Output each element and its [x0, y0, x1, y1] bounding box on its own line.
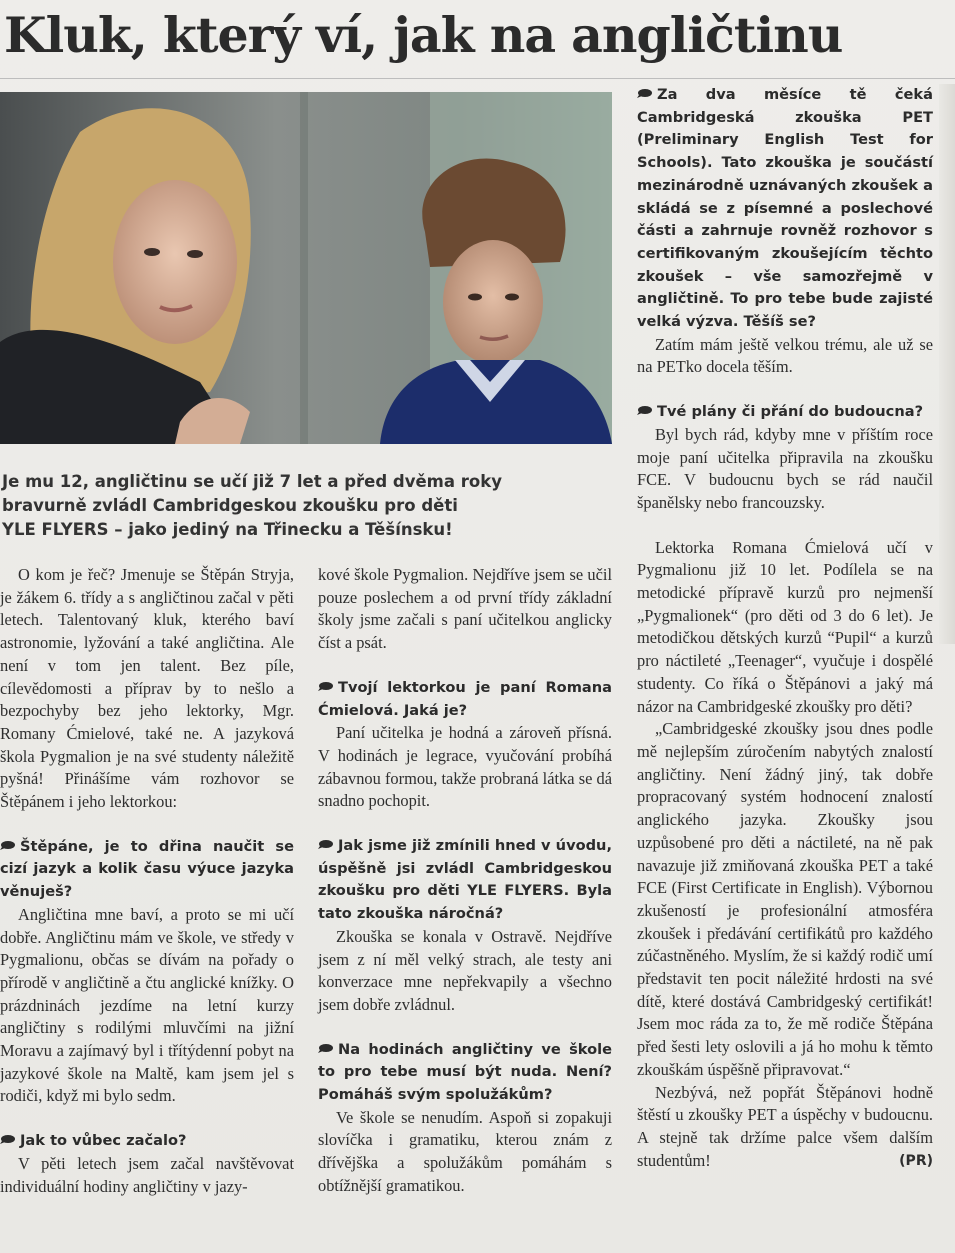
author-signature: (PR)	[899, 1152, 933, 1169]
intro-paragraph: O kom je řeč? Jmenuje se Štěpán Stryja, je žákem 6. třídy a s angličtinou začal v pěti letech. Talentovaný kluk, kterého baví astronomie, lyžování a také angličtina. Ale není v tom jen talent. Bez píle, cílevědomosti a příprav by to nešlo a bezpochyby bez jeho lektorky, Mgr. Romany Ćmielové, také ne. A jazyková škola Pygmalion je na své studenty náležitě pyšná! Přinášíme vám rozhovor se Štěpánem i jeho lektorkou:	[0, 565, 294, 812]
speech-bubble-icon	[318, 1044, 333, 1053]
question-text: Štěpáne, je to dřina naučit se cizí jazyk a kolik času výuce jazyka věnuješ?	[0, 837, 294, 901]
teacher-intro-paragraph: Lektorka Romana Ćmielová učí v Pygmalionu již 10 let. Podílela se na metodické přípravě kurzů pro nejmenší „Pygmalionek“ (pro děti od 3 do 6 let). Je metodičkou dětských kurzů “Pupil“ a kurzů pro náctileté „Teenager“, vyučuje i dospělé studenty. Co říká o Štěpánovi a jaký má názor na Cambridgeské zkoušky pro děti?	[637, 537, 933, 716]
question-text: Za dva měsíce tě čeká Cambridgeská zkouška PET (Preliminary English Test for Schools). Tato zkouška je součástí mezinárodně uznávaných zkoušek a skládá se z písemné a poslechové části a zahrnuje rovněž rozhovor s certifikovaným zkoušejícím těchto zkoušek – vše samozřejmě v angličtině. To pro tebe bude zajisté velká výzva. Těšíš se?	[637, 86, 933, 331]
question-3	[318, 677, 612, 722]
question-text: Tvé plány či přání do budoucna?	[657, 403, 924, 421]
speech-bubble-icon	[637, 89, 652, 98]
lead-line: Je mu 12, angličtinu se učí již 7 let a před dvěma roky	[2, 472, 502, 491]
lead-line: bravurně zvládl Cambridgeskou zkoušku pro děti	[2, 496, 458, 515]
article-photo	[0, 92, 612, 444]
answer-1: Angličtina mne baví, a proto se mi učí dobře. Angličtinu mám ve škole, ve středy v Pygmalionu, občas se dívám na pořady o přírodě v angličtině a čtu anglické knížky. O prázdninách jezdíme na letní kurzy angličtiny s rodilými mluvčími na jižní Moravu a zajímavý byl i třítýdenní pobyt na jazykové škole na Maltě, kam jsem jel s rodiči, když mi bylo sedm.	[0, 904, 294, 1106]
question-5	[318, 1039, 612, 1107]
speech-bubble-icon	[318, 682, 333, 691]
question-text: Jak to vůbec začalo?	[20, 1132, 187, 1150]
question-7	[637, 401, 933, 424]
answer-7: Byl bych rád, kdyby mne v příštím roce moje paní učitelka připravila na zkoušku FCE. V budoucnu bych se rád naučil španělsky nebo francouzsky.	[637, 424, 933, 512]
answer-2: V pěti letech jsem začal navštěvovat individuální hodiny angličtiny v jazy-	[0, 1153, 294, 1196]
speech-bubble-icon	[0, 1135, 15, 1144]
teacher-quote-paragraph: „Cambridgeské zkoušky jsou dnes podle mě nejlepším zúročením nabytých znalostí angličtiny. Není žádný jiný, tak dobře propracovaný systém hodnocení znalostí anglického jazyka. Zkoušky jsou uzpůsobené pro děti a náctileté, na ně pak navazuje již zmiňovaná zkouška PET a také FCE (First Certificate in English). Výbornou zkušeností je profesionální atmosféra zkoušek i předávání certifikátů pro každého zúčastněného. Myslím, že si každý rodič umí představit ten pocit náležité hrdosti na své dítě, které dostává Cambridgeský certifikát! Jsem moc ráda za to, že mě rodiče Štěpána před šesti lety oslovili a já ho mohu k těmto zkouškám úspěšně připravovat.“	[637, 719, 933, 1079]
article-lead	[2, 470, 602, 542]
answer-6: Zatím mám ještě velkou trému, ale už se na PETko docela těším.	[637, 334, 933, 377]
speech-bubble-icon	[318, 840, 333, 849]
question-4	[318, 835, 612, 926]
question-text: Na hodinách angličtiny ve škole to pro tebe musí být nuda. Není? Pomáháš svým spolužákům?	[318, 1040, 612, 1104]
closing-paragraph	[637, 1082, 933, 1173]
headline: Kluk, který ví, jak na angličtinu	[4, 6, 843, 64]
question-6	[637, 84, 933, 334]
question-1	[0, 836, 294, 904]
speech-bubble-icon	[637, 406, 652, 415]
column-2	[318, 564, 612, 1198]
column-3	[637, 84, 933, 1172]
lead-line: YLE FLYERS – jako jediný na Třinecku a Těšínsku!	[2, 520, 453, 539]
photo-illustration	[0, 92, 612, 444]
question-text: Jak jsme již zmínili hned v úvodu, úspěšně jsi zvládl Cambridgeskou zkoušku pro děti YLE FLYERS. Byla tato zkouška náročná?	[318, 837, 612, 923]
speech-bubble-icon	[0, 841, 15, 850]
answer-4: Zkouška se konala v Ostravě. Nejdříve jsem z ní měl velký strach, ale testy ani konverzace mne nepřekvapily a všechno jsem dobře zvládnul.	[318, 926, 612, 1014]
header-rule	[0, 78, 955, 79]
question-2	[0, 1130, 294, 1153]
page-edge-shadow	[939, 84, 955, 644]
closing-text: Nezbývá, než popřát Štěpánovi hodně štěstí u zkoušky PET a úspěchy v budoucnu. A stejně tak držíme palce všem dalším studentům!	[637, 1082, 933, 1170]
answer-2-continued: kové škole Pygmalion. Nejdříve jsem se učil pouze poslechem a od první třídy základní školy jsme začali s paní učitelkou anglicky číst a psát.	[318, 565, 612, 653]
column-1	[0, 564, 294, 1198]
answer-5: Ve škole se nenudím. Aspoň si zopakuji slovíčka i gramatiku, kterou znám z dřívějška a spolužákům pomáhám s obtížnější gramatikou.	[318, 1107, 612, 1195]
answer-3: Paní učitelka je hodná a zároveň přísná. V hodinách je legrace, vyučování probíhá zábavnou formou, takže probraná látka se dá snadno pochopit.	[318, 723, 612, 811]
question-text: Tvojí lektorkou je paní Romana Ćmielová. Jaká je?	[318, 678, 612, 719]
